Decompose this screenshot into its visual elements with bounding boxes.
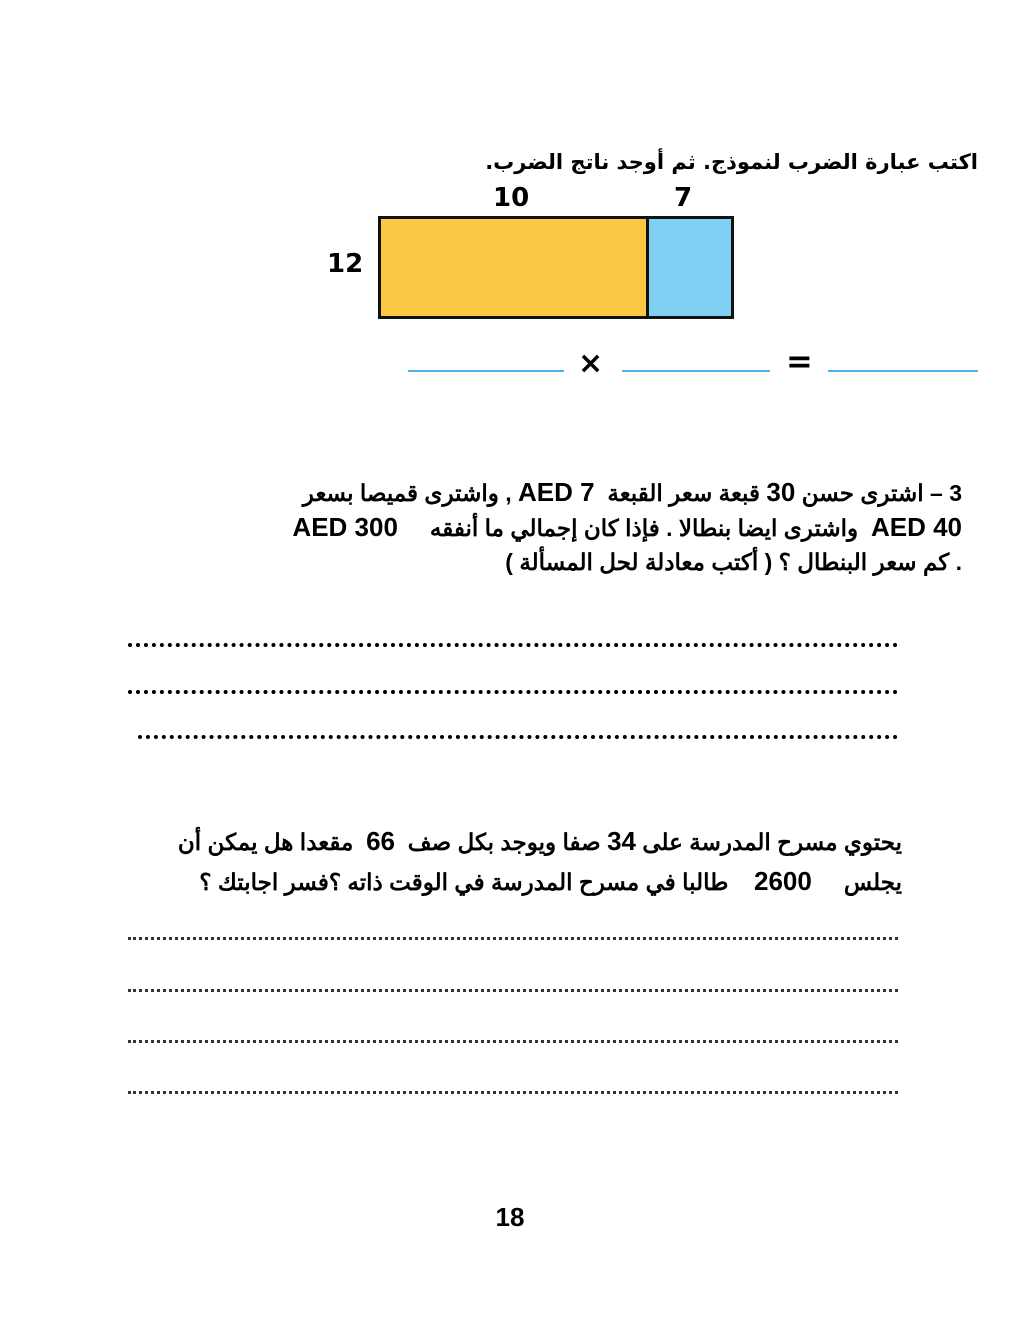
answer-line[interactable] (128, 937, 898, 940)
question3-line3: . كم سعر البنطال ؟ ( أكتب معادلة لحل المسألة ) (505, 549, 962, 575)
area-model-instruction: اكتب عبارة الضرب لنموذج. ثم أوجد ناتج الضرب. (485, 150, 978, 174)
question4-number: 2600 (754, 866, 812, 896)
answer-blank-product[interactable] (408, 370, 564, 372)
question4-text: طالبا في مسرح المدرسة في الوقت ذاته ؟فسر اجابتك ؟ (199, 869, 729, 895)
area-model-left-rectangle (378, 216, 652, 319)
times-sign: × (578, 346, 604, 381)
answer-line[interactable] (128, 643, 898, 647)
answer-line[interactable] (128, 690, 898, 694)
side-dimension-label: 12 (327, 249, 364, 279)
question3-text: واشترى ايضا بنطالا . فإذا كان إجمالي ما أنفقه (429, 515, 859, 541)
question4-number: 34 (607, 826, 636, 856)
question3-text: , واشترى قميصا بسعر (302, 480, 512, 506)
page-number: 18 (495, 1202, 525, 1232)
answer-blank-result[interactable] (828, 370, 978, 372)
question3-text: 3 – اشترى حسن (801, 480, 962, 506)
question4-text: مقعدا هل يمكن أن (177, 829, 354, 855)
answer-line[interactable] (138, 735, 898, 739)
question3-text: قبعة سعر القبعة (607, 480, 760, 506)
question3-number: 30 (766, 477, 796, 507)
question4-text: يجلس (843, 869, 902, 895)
area-model-right-rectangle (646, 216, 734, 319)
question4-number: 66 (366, 826, 396, 856)
top-right-dimension-label: 7 (674, 183, 693, 213)
top-left-dimension-label: 10 (493, 183, 530, 213)
question4-line2 (199, 866, 902, 897)
question3-total: AED 300 (292, 512, 398, 542)
answer-line[interactable] (128, 1040, 898, 1043)
answer-line[interactable] (128, 989, 898, 992)
question4-text: يحتوي مسرح المدرسة على (642, 829, 902, 855)
answer-blank-factor[interactable] (622, 370, 770, 372)
question4-text: صفا ويوجد بكل صف (407, 829, 601, 855)
question3-line1 (303, 477, 962, 508)
answer-line[interactable] (128, 1091, 898, 1094)
question3-price: AED 7 (518, 477, 595, 507)
question3-line2 (292, 512, 962, 543)
equals-sign: = (786, 342, 813, 380)
question3-price: AED 40 (870, 512, 962, 542)
question4-line1 (178, 826, 902, 857)
